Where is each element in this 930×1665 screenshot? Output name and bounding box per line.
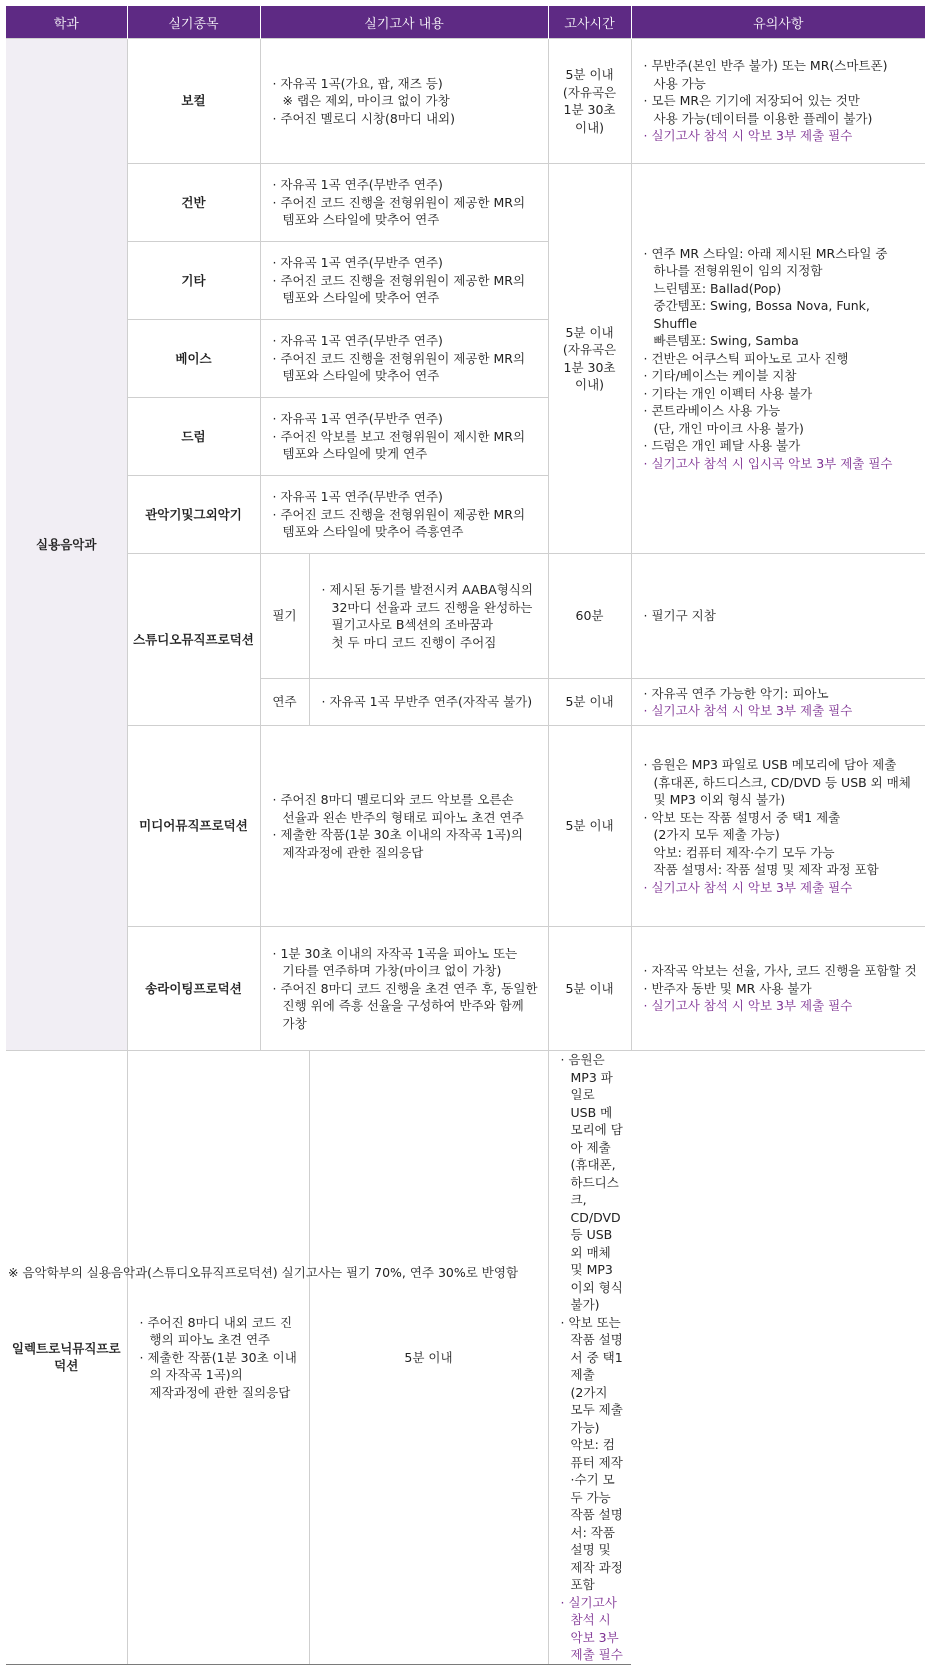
table-row-electronic xyxy=(6,1051,925,1665)
content-item: ※ 랩은 제외, 마이크 없이 가창 xyxy=(282,93,450,109)
time-song: 5분 이내 xyxy=(548,927,631,1051)
note-item: 작품 설명서: 작품 설명 및 제작 과정 포함 xyxy=(653,862,879,877)
table-row-studio-written xyxy=(6,554,925,679)
note-item: · 필기구 지참 xyxy=(643,608,716,624)
content-item: · 1분 30초 이내의 자작곡 1곡을 피아노 또는 기타를 연주하며 가창(마이크 없이 가창) xyxy=(272,945,518,979)
header-subject: 실기종목 xyxy=(127,6,260,39)
table-row-song xyxy=(6,927,925,1051)
notes-studio-perform xyxy=(631,679,925,726)
note-item: 느린템포: Ballad(Pop) xyxy=(653,280,782,296)
content-item: · 주어진 코드 진행을 전형위원이 제공한 MR의 템포와 스타일에 맞추어 연주 xyxy=(272,350,526,384)
time-vocal: 5분 이내 (자유곡은 1분 30초 이내) xyxy=(548,39,631,164)
notes-media xyxy=(631,726,925,927)
time-studio-written: 60분 xyxy=(548,554,631,679)
content-media xyxy=(260,726,548,927)
studio-type-written: 필기 xyxy=(260,554,309,679)
content-song xyxy=(260,927,548,1051)
subject-keyboard: 건반 xyxy=(127,164,260,242)
exam-table-wrapper xyxy=(6,6,925,1665)
practical-exam-table xyxy=(6,6,925,1665)
time-electronic: 5분 이내 xyxy=(309,1051,548,1665)
header-notes: 유의사항 xyxy=(631,6,925,39)
note-item: 빠른템포: Swing, Samba xyxy=(653,333,799,349)
content-guitar xyxy=(260,242,548,320)
content-item: · 주어진 코드 진행을 전형위원이 제공한 MR의 템포와 스타일에 맞추어 즉흥연주 xyxy=(272,506,526,540)
note-item-highlight: · 실기고사 참석 시 악보 3부 제출 필수 xyxy=(643,703,853,718)
content-item: · 자유곡 1곡 무반주 연주(자작곡 불가) xyxy=(321,694,533,710)
note-item: · 콘트라베이스 사용 가능 (단, 개인 마이크 사용 불가) xyxy=(643,403,804,436)
content-item: · 주어진 멜로디 시창(8마디 내외) xyxy=(272,110,455,126)
content-item: · 제시된 동기를 발전시켜 AABA형식의 32마디 선율과 코드 진행을 완성하는 필기고사로 B섹션의 조바꿈과 첫 두 마디 코드 진행이 주어짐 xyxy=(321,582,533,650)
notes-electronic xyxy=(548,1051,631,1665)
note-item-highlight: · 실기고사 참석 시 악보 3부 제출 필수 xyxy=(643,879,853,895)
subject-drum: 드럼 xyxy=(127,398,260,476)
content-keyboard xyxy=(260,164,548,242)
note-item: · 음원은 MP3 파일로 USB 메모리에 담아 제출 (휴대폰, 하드디스크, CD/DVD 등 USB 외 매체 및 MP3 이외 형식 불가) xyxy=(643,757,911,807)
note-item: 작품 설명서: 작품 설명 및 제작 과정 포함 xyxy=(570,1507,623,1592)
subject-vocal: 보컬 xyxy=(127,39,260,164)
subject-song: 송라이팅프로덕션 xyxy=(127,927,260,1051)
subject-guitar: 기타 xyxy=(127,242,260,320)
notes-instruments xyxy=(631,164,925,554)
time-studio-perform: 5분 이내 xyxy=(548,679,631,726)
note-item: 악보: 컴퓨터 제작·수기 모두 가능 xyxy=(653,844,835,860)
content-bass xyxy=(260,320,548,398)
note-item: · 음원은 MP3 파일로 USB 메모리에 담아 제출 (휴대폰, 하드디스크, CD/DVD 등 USB 외 매체 및 MP3 이외 형식 불가) xyxy=(560,1052,623,1312)
notes-vocal xyxy=(631,39,925,164)
note-item: · 악보 또는 작품 설명서 중 택1 제출 (2가지 모두 제출 가능) xyxy=(560,1314,623,1435)
note-item: 중간템포: Swing, Bossa Nova, Funk, Shuffle xyxy=(653,298,870,331)
note-item: · 기타는 개인 이펙터 사용 불가 xyxy=(643,385,813,401)
content-item: · 자유곡 1곡 연주(무반주 연주) xyxy=(272,489,443,505)
note-item: · 자유곡 연주 가능한 악기: 피아노 xyxy=(643,685,829,701)
content-drum xyxy=(260,398,548,476)
content-item: · 주어진 8마디 내외 코드 진행의 피아노 초견 연주 xyxy=(139,1314,293,1347)
note-item-highlight: · 실기고사 참석 시 악보 3부 제출 필수 xyxy=(560,1594,623,1662)
note-item: · 모든 MR은 기기에 저장되어 있는 것만 사용 가능(데이터를 이용한 플레이 불가) xyxy=(643,93,873,126)
time-instruments: 5분 이내 (자유곡은 1분 30초 이내) xyxy=(548,164,631,554)
content-item: · 자유곡 1곡 연주(무반주 연주) xyxy=(272,333,443,349)
subject-electronic: 일렉트로닉뮤직프로덕션 xyxy=(6,1051,127,1665)
table-row-media xyxy=(6,726,925,927)
content-item: · 주어진 코드 진행을 전형위원이 제공한 MR의 템포와 스타일에 맞추어 연주 xyxy=(272,272,526,306)
content-electronic xyxy=(127,1051,309,1665)
notes-studio-written xyxy=(631,554,925,679)
content-item: · 자유곡 1곡(가요, 팝, 재즈 등) xyxy=(272,75,443,91)
content-item: · 주어진 코드 진행을 전형위원이 제공한 MR의 템포와 스타일에 맞추어 연주 xyxy=(272,194,526,228)
content-item: · 주어진 8마디 멜로디와 코드 악보를 오른손 선율과 왼손 반주의 형태로 피아노 초견 연주 xyxy=(272,792,524,825)
table-header-row xyxy=(6,6,925,39)
note-item: · 무반주(본인 반주 불가) 또는 MR(스마트폰) 사용 가능 xyxy=(643,58,888,91)
table-row-vocal xyxy=(6,39,925,164)
note-item-highlight: · 실기고사 참석 시 악보 3부 제출 필수 xyxy=(643,998,853,1014)
subject-bass: 베이스 xyxy=(127,320,260,398)
content-wind xyxy=(260,476,548,554)
content-item: · 자유곡 1곡 연주(무반주 연주) xyxy=(272,255,443,271)
note-item: · 자작곡 악보는 선율, 가사, 코드 진행을 포함할 것 xyxy=(643,963,917,979)
header-content: 실기고사 내용 xyxy=(260,6,548,39)
note-item-highlight: · 실기고사 참석 시 입시곡 악보 3부 제출 필수 xyxy=(643,455,893,471)
subject-media: 미디어뮤직프로덕션 xyxy=(127,726,260,927)
note-item: 악보: 컴퓨터 제작·수기 모두 가능 xyxy=(570,1437,623,1505)
note-item: · 반주자 동반 및 MR 사용 불가 xyxy=(643,980,812,996)
table-row-keyboard xyxy=(6,164,925,242)
content-vocal xyxy=(260,39,548,164)
note-item: · 기타/베이스는 케이블 지참 xyxy=(643,368,797,384)
content-studio-written xyxy=(309,554,548,679)
header-dept: 학과 xyxy=(6,6,127,39)
note-item: · 드럼은 개인 페달 사용 불가 xyxy=(643,438,801,454)
content-item: · 자유곡 1곡 연주(무반주 연주) xyxy=(272,411,443,427)
note-item: · 건반은 어쿠스틱 피아노로 고사 진행 xyxy=(643,350,849,366)
subject-studio: 스튜디오뮤직프로덕션 xyxy=(127,554,260,726)
time-media: 5분 이내 xyxy=(548,726,631,927)
content-item: · 주어진 악보를 보고 전형위원이 제시한 MR의 템포와 스타일에 맞게 연주 xyxy=(272,428,526,462)
subject-wind: 관악기및그외악기 xyxy=(127,476,260,554)
dept-cell: 실용음악과 xyxy=(6,39,127,1051)
content-studio-perform xyxy=(309,679,548,726)
footnote: ※ 음악학부의 실용음악과(스튜디오뮤직프로덕션) 실기고사는 필기 70%, 연주 30%로 반영함 xyxy=(8,1265,519,1280)
content-item: · 자유곡 1곡 연주(무반주 연주) xyxy=(272,177,443,193)
content-item: · 제출한 작품(1분 30초 이내의 자작곡 1곡)의 제작과정에 관한 질의응답 xyxy=(272,827,524,860)
note-item: · 연주 MR 스타일: 아래 제시된 MR스타일 중 하나를 전형위원이 임의 지정함 xyxy=(643,245,888,279)
note-item-highlight: · 실기고사 참석 시 악보 3부 제출 필수 xyxy=(643,128,853,144)
notes-song xyxy=(631,927,925,1051)
content-item: · 주어진 8마디 코드 진행을 초견 연주 후, 동일한 진행 위에 즉흥 선율을 구성하여 반주와 함께 가창 xyxy=(272,980,538,1031)
content-item: · 제출한 작품(1분 30초 이내의 자작곡 1곡)의 제작과정에 관한 질의응답 xyxy=(139,1349,297,1400)
header-time: 고사시간 xyxy=(548,6,631,39)
note-item: · 악보 또는 작품 설명서 중 택1 제출 (2가지 모두 제출 가능) xyxy=(643,809,841,842)
studio-type-perform: 연주 xyxy=(260,679,309,726)
